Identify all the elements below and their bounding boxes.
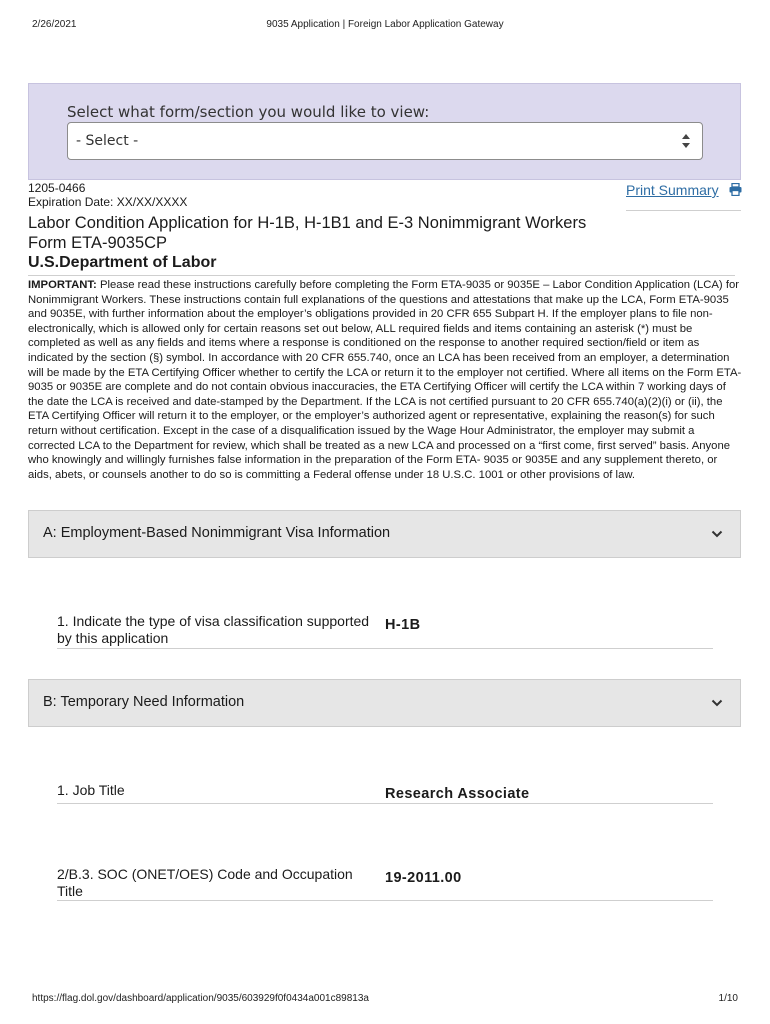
omb-number: 1205-0466: [28, 181, 86, 195]
printer-icon[interactable]: [729, 183, 742, 196]
instructions-prefix: IMPORTANT:: [28, 279, 97, 291]
section-b-q23-answer: 19-2011.00: [385, 870, 462, 886]
form-title: [28, 213, 586, 253]
section-b-q1-answer: Research Associate: [385, 786, 530, 802]
section-select[interactable]: [67, 122, 703, 160]
form-title-line2: Form ETA-9035CP: [28, 234, 168, 252]
section-a-q1-answer: H-1B: [385, 617, 421, 633]
summary-divider: [626, 210, 741, 211]
section-b-q1-divider: [57, 803, 713, 804]
section-b-q1-label: 1. Job Title: [57, 782, 125, 798]
instructions-text: Please read these instructions carefully before completing the Form ETA-9035 or 9035E – Labor Condition Application (LCA) for Nonimmigrant Workers. These instructions contain full explanations of the questions and attestations that make up the LCA, Form ETA-9035 and 9035E, with further information about the employer’s obligations provided in 20 CFR 655 Subpart H. If the employer plans to file non-electronically, which is allowed only for certain reasons set out below, ALL required fields and items containing an asterisk (*) must be completed as well as any fields and items where a response is conditioned on the response to another required section/field or item as indicated by the section (§) symbol. In accordance with 20 CFR 655.740, once an LCA has been received from an employer, a determination will be made by the ETA Certifying Officer whether to certify the LCA or return it to the employer not certified. Where all items on the Form ETA- 9035 or 9035E are complete and do not contain obvious inaccuracies, the ETA Certifying Officer will certify the LCA within 7 working days of the date the LCA is received and date-stamped by the Department. If the LCA is not certified pursuant to 20 CFR 655.740(a)(2)(i) or (ii), the ETA Certifying Officer will return it to the employer, or the employer’s authorized agent or representative, explaining the reason(s) for such return without certification. Except in the case of a disqualification issued by the Wage Hour Administrator, the employer may submit a corrected LCA to the Department for review, which shall be treated as a new LCA and processed on a “first come, first served” basis. Anyone who knowingly and willingly furnishes false information in the preparation of the Form ETA- 9035 or 9035E and any supplement thereto, or aids, abets, or counsels another to do so is committing a Federal offense under 18 U.S.C. 1001 or other provisions of law.: [28, 279, 742, 481]
section-a-q1-label: 1. Indicate the type of visa classification supported by this application: [57, 613, 370, 646]
section-select-value[interactable]: - Select -: [76, 133, 139, 149]
section-a-q1-divider: [57, 648, 713, 649]
select-arrows-icon[interactable]: [680, 132, 692, 150]
department-name: U.S.Department of Labor: [28, 254, 217, 271]
print-summary-link[interactable]: Print Summary: [626, 182, 719, 198]
print-url: https://flag.dol.gov/dashboard/application/9035/603929f0f0434a001c89813a: [32, 993, 369, 1004]
section-b-q23-label: 2/B.3. SOC (ONET/OES) Code and Occupation Title: [57, 866, 353, 899]
section-b-accordion[interactable]: [28, 679, 741, 727]
section-b-title: B: Temporary Need Information: [43, 694, 245, 710]
section-a-accordion[interactable]: [28, 510, 741, 558]
omb-expiration: Expiration Date: XX/XX/XXXX: [28, 195, 188, 209]
title-divider: [28, 275, 735, 276]
form-title-line1: Labor Condition Application for H-1B, H-1B1 and E-3 Nonimmigrant Workers: [28, 214, 587, 232]
print-page-title: 9035 Application | Foreign Labor Application Gateway: [266, 19, 504, 30]
section-selector-label: Select what form/section you would like to view:: [67, 103, 430, 121]
instructions-paragraph: [28, 278, 742, 482]
print-page-number: 1/10: [718, 993, 738, 1004]
print-date: 2/26/2021: [32, 19, 77, 30]
chevron-down-icon[interactable]: [711, 698, 723, 708]
section-a-title: A: Employment-Based Nonimmigrant Visa Information: [43, 525, 391, 541]
chevron-down-icon[interactable]: [711, 529, 723, 539]
section-b-q23-divider: [57, 900, 713, 901]
omb-info: [28, 181, 187, 209]
